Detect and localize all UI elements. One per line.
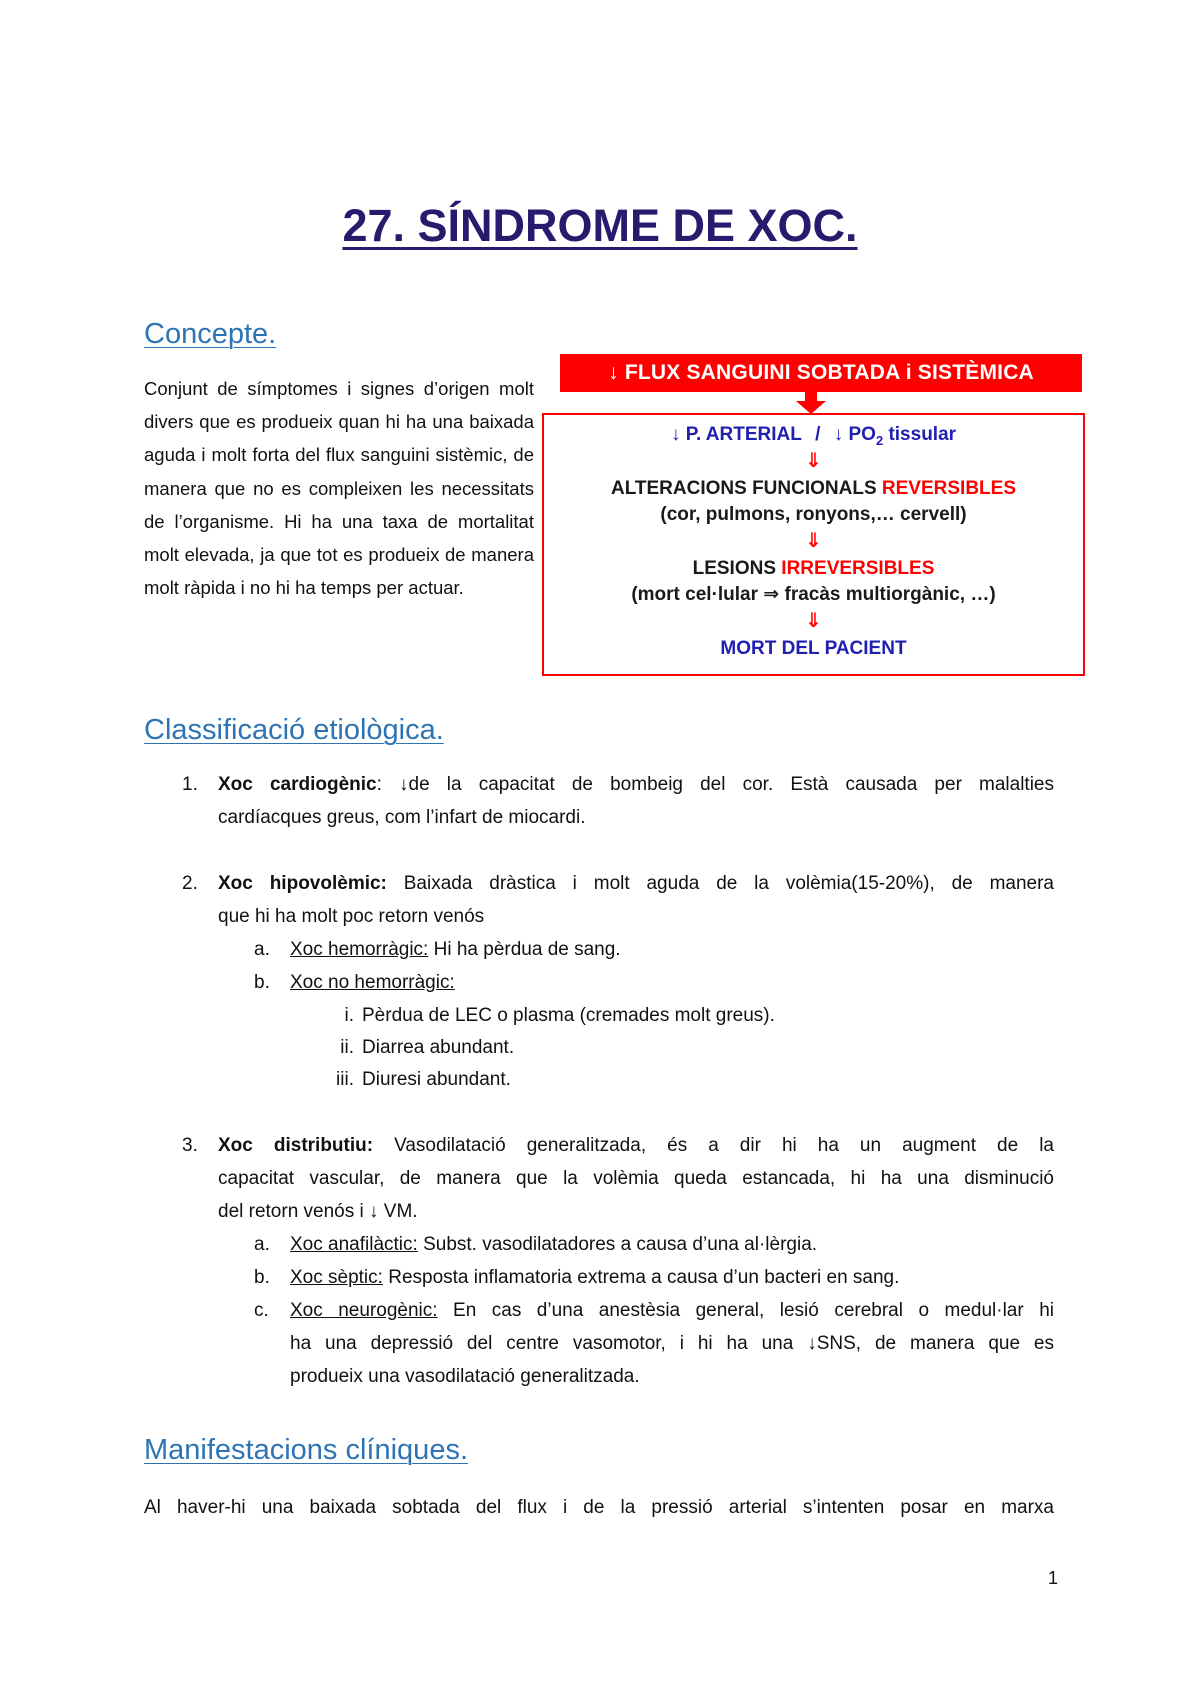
double-down-arrow-icon: ⇓ bbox=[805, 530, 822, 552]
sublist-item-text: ha una depressió del centre vasomotor, i hi ha una ↓SNS, de manera que es bbox=[290, 1333, 1054, 1354]
concepte-paragraph: Conjunt de símptomes i signes d’origen molt divers que es produeix quan hi ha una baixada aguda i molt forta del flux sanguini sistèmic, de manera que no es compleixen les necessitats de l’organisme. Hi ha una taxa de mortalitat molt elevada, ja que tot es produeix de manera molt ràpida i no hi ha temps per actuar. bbox=[144, 378, 534, 599]
diagram-line-mort-pacient: MORT DEL PACIENT bbox=[720, 638, 907, 659]
page-title: 27. SÍNDROME DE XOC. bbox=[342, 200, 858, 251]
diagram-line-organs: (cor, pulmons, ronyons,… cervell) bbox=[660, 504, 967, 525]
section-heading-classificacio: Classificació etiològica. bbox=[144, 714, 444, 746]
list-item-text: cardíacques greus, com l’infart de miocardi. bbox=[218, 807, 586, 828]
list-item-cardiogenic: Xoc cardiogènic: ↓de la capacitat de bombeig del cor. Està causada per malalties bbox=[218, 774, 1054, 795]
manifestacions-paragraph: Al haver-hi una baixada sobtada del flux i de la pressió arterial s’intenten posar en marxa bbox=[144, 1497, 1054, 1518]
list-item-hipovolemic: Xoc hipovolèmic: Baixada dràstica i molt aguda de la volèmia(15-20%), de manera bbox=[218, 873, 1054, 894]
sublist-letter: b. bbox=[254, 1267, 270, 1288]
sublist-item-neurogenic: Xoc neurogènic: En cas d’una anestèsia general, lesió cerebral o medul·lar hi bbox=[290, 1300, 1054, 1321]
sublist-letter: a. bbox=[254, 1234, 270, 1255]
diagram-line-mort-cellular: (mort cel·lular ⇒ fracàs multiorgànic, …) bbox=[631, 584, 996, 605]
sublist-item-anafilactic: Xoc anafilàctic: Subst. vasodilatadores a causa d’una al·lèrgia. bbox=[290, 1234, 818, 1255]
list-number: 3. bbox=[182, 1135, 198, 1156]
sublist-letter: c. bbox=[254, 1300, 269, 1321]
list-item-text: que hi ha molt poc retorn venós bbox=[218, 906, 485, 927]
sublist-item-text: produeix una vasodilatació generalitzada. bbox=[290, 1366, 640, 1387]
subsublist-item: Pèrdua de LEC o plasma (cremades molt greus). bbox=[362, 1005, 775, 1026]
diagram-box bbox=[542, 413, 1085, 676]
section-heading-concepte: Concepte. bbox=[144, 318, 277, 350]
list-number: 2. bbox=[182, 873, 198, 894]
sublist-item-no-hemorragic: Xoc no hemorràgic: bbox=[290, 972, 455, 993]
diagram-line-pressure: ↓ P. ARTERIAL / ↓ $PO_2$ tissular bbox=[670, 424, 957, 448]
subsublist-numeral: ii. bbox=[340, 1037, 354, 1058]
sublist-letter: a. bbox=[254, 939, 270, 960]
list-item-text: capacitat vascular, de manera que la volèmia queda estancada, hi ha una disminució bbox=[218, 1168, 1054, 1189]
sublist-letter: b. bbox=[254, 972, 270, 993]
subsublist-numeral: i. bbox=[344, 1005, 354, 1026]
diagram-line-alteracions: ALTERACIONS FUNCIONALS REVERSIBLES bbox=[610, 478, 1016, 499]
subsublist-item: Diuresi abundant. bbox=[362, 1069, 511, 1090]
subsublist-item: Diarrea abundant. bbox=[362, 1037, 515, 1058]
list-number: 1. bbox=[182, 774, 198, 795]
section-heading-manifestacions: Manifestacions clíniques. bbox=[144, 1434, 468, 1466]
sublist-item-septic: Xoc sèptic: Resposta inflamatoria extrema a causa d’un bacteri en sang. bbox=[290, 1267, 900, 1288]
double-down-arrow-icon: ⇓ bbox=[805, 450, 822, 472]
diagram-banner: ↓ FLUX SANGUINI SOBTADA i SISTÈMICA bbox=[560, 354, 1082, 392]
down-arrow-icon bbox=[796, 392, 826, 414]
list-item-distributiu: Xoc distributiu: Vasodilatació generalitzada, és a dir hi ha un augment de la bbox=[218, 1135, 1055, 1156]
list-item-text: del retorn venós i ↓ VM. bbox=[218, 1201, 418, 1222]
sublist-item-hemorragic: Xoc hemorràgic: Hi ha pèrdua de sang. bbox=[290, 939, 621, 960]
diagram-line-lesions: LESIONS IRREVERSIBLES bbox=[692, 558, 935, 579]
double-down-arrow-icon: ⇓ bbox=[805, 610, 822, 632]
page-number: 1 bbox=[1048, 1568, 1059, 1588]
subsublist-numeral: iii. bbox=[336, 1069, 354, 1090]
